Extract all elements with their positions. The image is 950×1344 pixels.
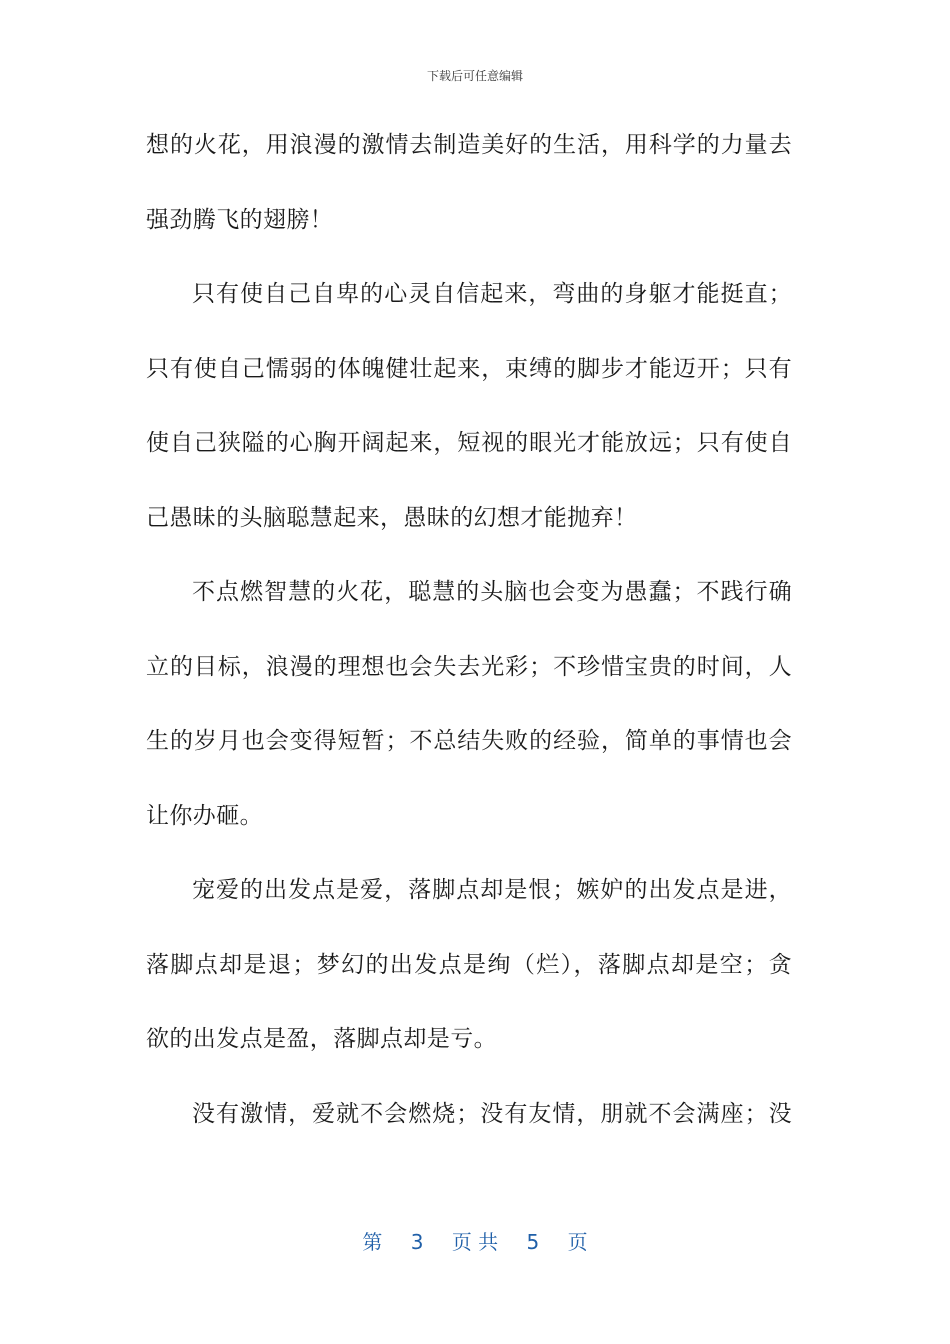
paragraph-line: 让你办砸。 — [146, 802, 263, 829]
paragraph-line: 己愚昧的头脑聪慧起来，愚昧的幻想才能抛弃！ — [146, 504, 638, 531]
paragraph-line: 只有使自己懦弱的体魄健壮起来，束缚的脚步才能迈开；只有 — [146, 355, 792, 382]
paragraph-line: 欲的出发点是盈，落脚点却是亏。 — [146, 1026, 497, 1052]
paragraph-line: 落脚点却是退；梦幻的出发点是绚（烂），落脚点却是空；贪 — [146, 951, 792, 978]
footer-middle: 页 共 — [451, 1230, 499, 1254]
page-number-footer — [0, 1226, 950, 1255]
paragraph-line: 宠爱的出发点是爱，落脚点却是恨；嫉妒的出发点是进， — [192, 877, 792, 903]
footer-prefix: 第 — [362, 1230, 383, 1254]
total-page-number: 5 — [526, 1230, 540, 1254]
paragraph-line: 只有使自己自卑的心灵自信起来，弯曲的身躯才能挺直； — [192, 281, 792, 307]
paragraph-line: 立的目标，浪漫的理想也会失去光彩；不珍惜宝贵的时间，人 — [146, 653, 792, 680]
document-body — [146, 120, 792, 1163]
current-page-number: 3 — [410, 1230, 424, 1254]
page-header: 下载后可任意编辑 — [426, 69, 523, 83]
footer-suffix: 页 — [567, 1230, 588, 1254]
paragraph-line: 强劲腾飞的翅膀！ — [146, 206, 334, 233]
paragraph-line: 生的岁月也会变得短暂；不总结失败的经验，简单的事情也会 — [146, 728, 792, 754]
paragraph-line: 不点燃智慧的火花，聪慧的头脑也会变为愚蠢；不践行确 — [192, 579, 792, 605]
paragraph-line: 没有激情，爱就不会燃烧；没有友情，朋就不会满座；没 — [192, 1100, 792, 1127]
paragraph-line: 使自己狭隘的心胸开阔起来，短视的眼光才能放远；只有使自 — [146, 430, 792, 456]
paragraph-line: 想的火花，用浪漫的激情去制造美好的生活，用科学的力量去 — [146, 132, 792, 158]
